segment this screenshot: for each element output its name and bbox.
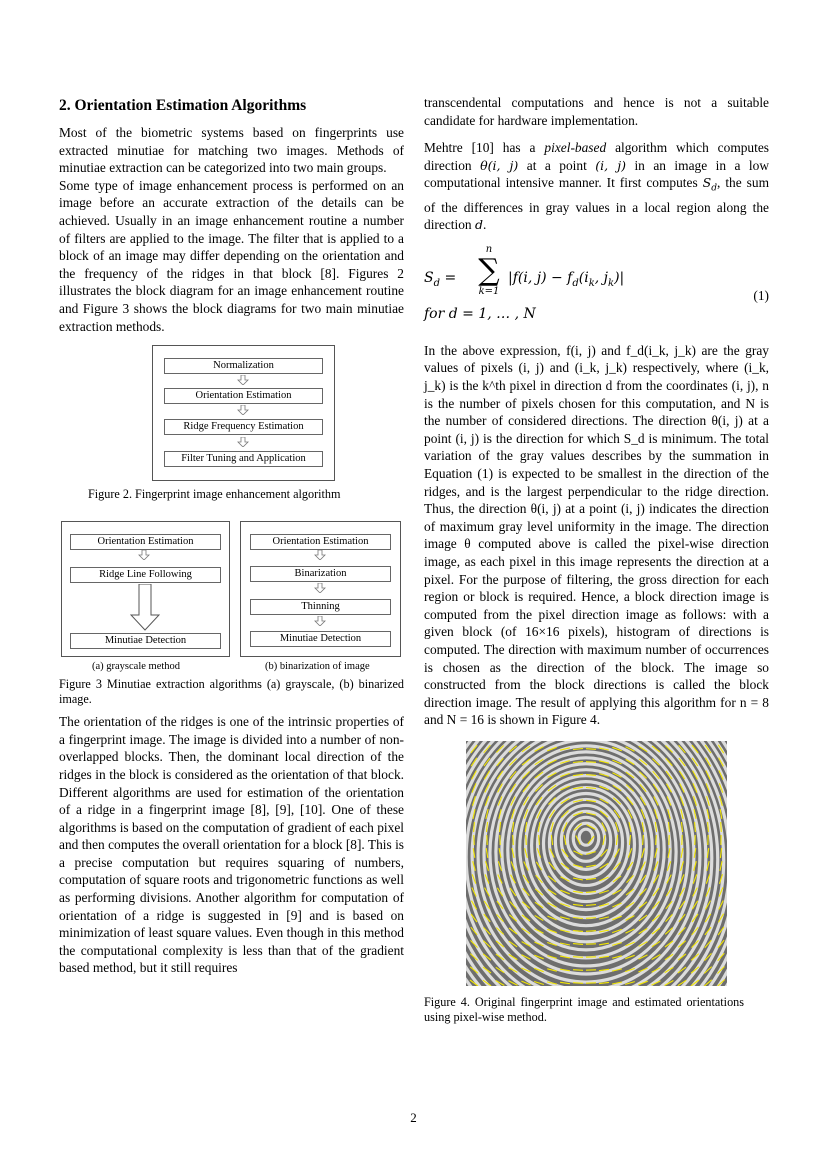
figure-4-caption: Figure 4. Original fingerprint image and estimated orientations using pixel-wise method.	[424, 994, 744, 1024]
down-arrow-icon	[237, 437, 249, 447]
fig3b-step-binarization: Binarization	[250, 566, 391, 582]
figure-3-caption: Figure 3 Minutiae extraction algorithms (a) grayscale, (b) binarized image.	[59, 677, 404, 707]
down-arrow-icon	[130, 584, 160, 631]
page-number: 2	[410, 1110, 417, 1125]
paragraph-intro: Most of the biometric systems based on fingerprints use extracted minutiae for matching two images. Methods of minutiae extraction can be categorized into two main groups.	[59, 125, 404, 176]
orientation-tick	[656, 835, 657, 845]
fig3b-step-minutiae: Minutiae Detection	[250, 631, 391, 647]
figure-3	[59, 521, 404, 695]
orientation-tick	[721, 822, 722, 832]
down-arrow-icon	[237, 375, 249, 385]
orientation-tick	[573, 970, 583, 971]
orientation-tick	[513, 835, 514, 845]
figure-2	[59, 345, 404, 505]
orientation-tick	[573, 957, 583, 958]
figure-4	[424, 741, 769, 1041]
fig3b-step-thinning: Thinning	[250, 599, 391, 615]
down-arrow-icon	[138, 550, 150, 560]
figure-3b-label: (b) binarization of image	[265, 661, 370, 673]
fig2-step-orientation: Orientation Estimation	[164, 388, 323, 404]
down-arrow-icon	[314, 550, 326, 560]
fig2-step-normalization: Normalization	[164, 358, 323, 374]
down-arrow-icon	[314, 616, 326, 626]
fingerprint-orientation-image	[466, 741, 727, 986]
paragraph-mehtre: Mehtre [10] has a pixel-based algorithm which computes direction θ(i, j) at a point (i, j) in an image in a low computational intensive manner. It first computes $S_d$, the sum of the differences in gray values in a local region along the direction d.	[424, 140, 769, 233]
equation-body: |f(i, $j) - f_d(i_k$, $j_k)|$	[508, 269, 625, 289]
left-column	[59, 96, 404, 977]
orientation-tick	[586, 918, 596, 919]
fig3b-step-orientation: Orientation Estimation	[250, 534, 391, 550]
fig2-step-ridge-frequency: Ridge Frequency Estimation	[164, 419, 323, 435]
orientation-tick	[526, 835, 527, 845]
fig3a-step-orientation: Orientation Estimation	[70, 534, 221, 550]
down-arrow-icon	[237, 405, 249, 415]
paragraph-transcendental: transcendental computations and hence is not a suitable candidate for hardware implementation.	[424, 95, 769, 128]
paragraph-orientation: The orientation of the ridges is one of the intrinsic properties of a fingerprint image. The image is divided into a number of non-overlapped blocks. Then, the dominant local direction of the ridges in the block is considered as the orientation of that block. Different algorithms are used for estimation of the orientation of a ridge in a fingerprint image [8], [9], [10]. One of these algorithms is based on the computation of gradient of each pixel and then computes the overall orientation for a block [8]. This is a precise computation but requires squaring of numbers, computation of square roots and trigonometric functions as well as performing divisions. Another algorithm for computation of orientation of a ridge is suggested in [9] and is based on minimization of least square values. Even though in this method the computational complexity is less than that of the gradient based method, but it still requires	[59, 714, 404, 976]
down-arrow-icon	[314, 583, 326, 593]
equation-1	[424, 244, 769, 336]
fig2-step-filter-tuning: Filter Tuning and Application	[164, 451, 323, 467]
orientation-tick	[573, 983, 583, 984]
orientation-tick	[586, 749, 596, 750]
figure-2-caption: Figure 2. Fingerprint image enhancement algorithm	[88, 487, 341, 502]
figure-2-frame	[152, 345, 335, 481]
right-column	[424, 94, 769, 1041]
orientation-tick	[586, 931, 596, 932]
figure-3a-frame	[61, 521, 230, 657]
equation-line-2: for d = 1, … , N	[424, 305, 536, 322]
paragraph-explanation: In the above expression, f(i, j) and f_d(i_k, j_k) are the gray values of pixels (i, j) and (i_k, j_k) respectively, where (i_k, j_k) is the k^th pixel in direction d from the coordinates (i, j), n is the number of pixels chosen for this computation, and N is the number of considered directions. The direction θ(i, j) at a point (i, j) is the direction for which S_d is minimum. The total variation of the gray values describes by the summation in Equation (1) is expected to be smallest in the direction of the ridges, and is the largest perpendicular to the ridge direction. Thus, the direction θ(i, j) at a point (i, j) indicates the direction of maximum gray level uniformity in the image. The direction image θ computed above is called the pixel-wise direction image, as each pixel in this image represents the direction at a pixel. For the purpose of filtering, the gross direction for each region or block is required. Hence, a block direction image is computed from the pixel direction image as follows: with a given block (of 16×16 pixels), histogram of directions is computed. The direction with maximum number of occurrences is chosen as the direction of the block. The image so constructed from the block directions is called the block direction image. The result of applying this algorithm for n = 8 and N = 16 is shown in Figure 4.	[424, 342, 769, 728]
summation-symbol: n ∑ k=1	[478, 243, 500, 297]
orientation-tick	[586, 762, 596, 763]
equation-number: (1)	[753, 287, 769, 303]
section-heading: 2. Orientation Estimation Algorithms	[59, 97, 307, 114]
paragraph-enhancement: Some type of image enhancement process is performed on an image before an accurate extraction of the details can be achieved. Usually in an image enhancement routine a number of filters are applied to the image. The filter that is applied to a block of an image may differ depending on the orientation and the frequency of the ridges in that block [8]. Figures 2 illustrates the block diagram for an image enhancement routine and Figure 3 shows the block diagrams for two main minutiae extraction methods.	[59, 177, 404, 334]
figure-3b-frame	[240, 521, 401, 657]
fig3a-step-minutiae: Minutiae Detection	[70, 633, 221, 649]
equation-line-1: $S_d$ =	[424, 269, 457, 289]
fig3a-step-ridge-following: Ridge Line Following	[70, 567, 221, 583]
figure-3a-label: (a) grayscale method	[92, 661, 181, 673]
